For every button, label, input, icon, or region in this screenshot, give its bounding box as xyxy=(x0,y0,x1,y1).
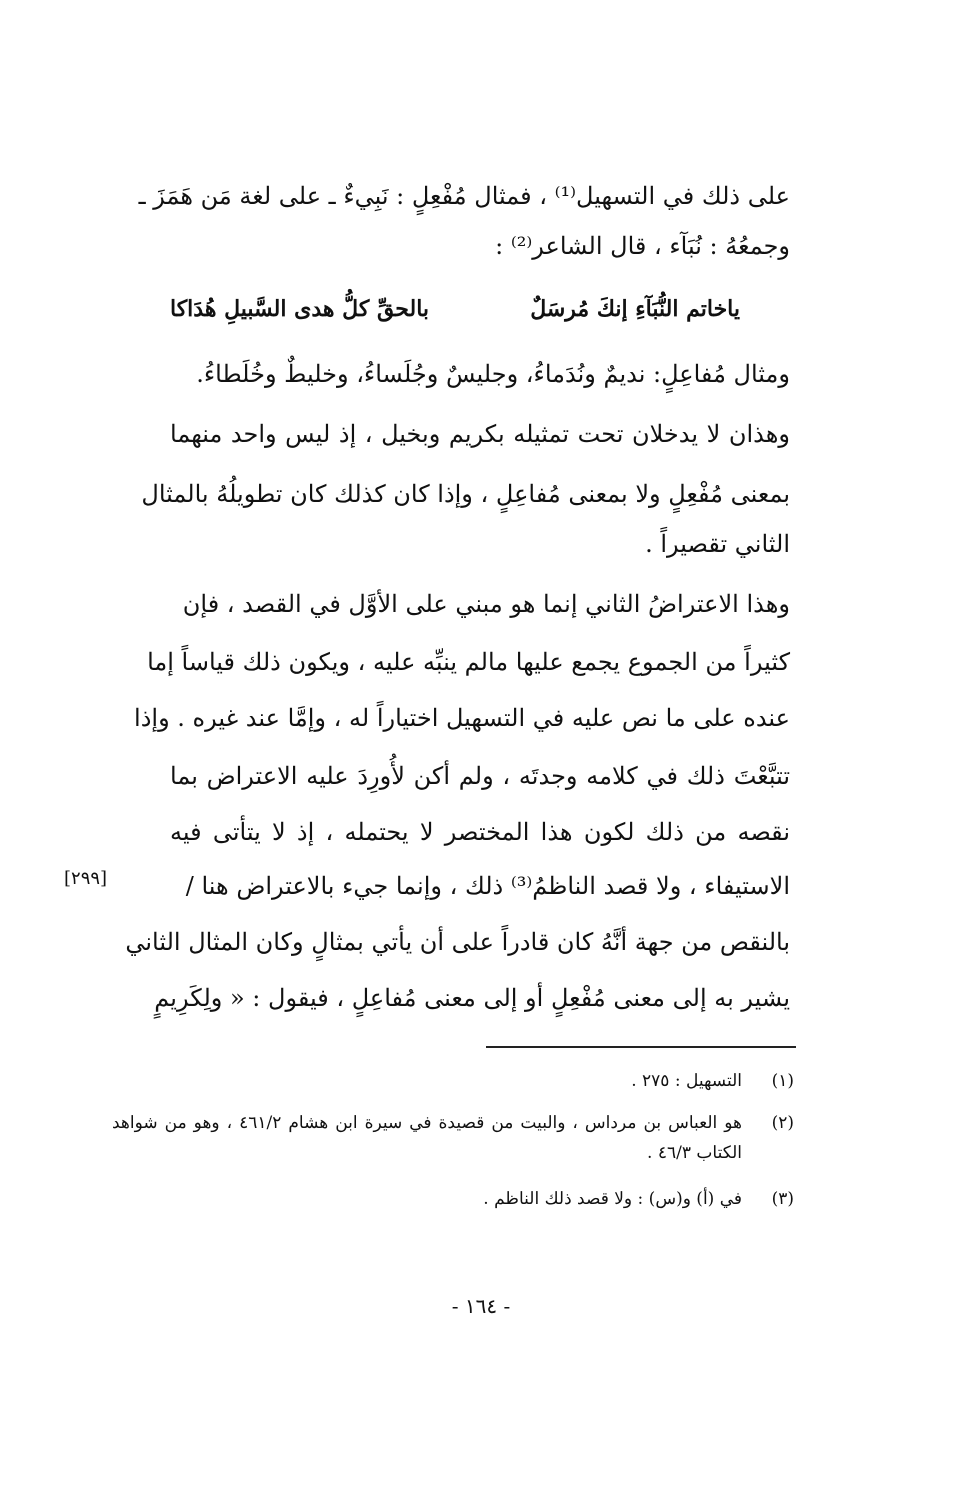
body-line: تتبَّعْتَ ذلك في كلامه وجدتَه ، ولم أكن لأُورِدَ عليه الاعتراض بما xyxy=(170,762,790,790)
body-line: يشير به إلى معنى مُفْعِلٍ أو إلى معنى مُفاعِلٍ ، فيقول : « ولِكَرِيمٍ xyxy=(154,984,790,1012)
body-line: وهذان لا يدخلان تحت تمثيله بكريم وبخيل ، إذ ليس واحد منهما xyxy=(170,420,790,448)
body-line: بالنقص من جهة أنَّهُ كان قادراً على أن يأتي بمثالٍ وكان المثال الثاني xyxy=(125,928,790,956)
body-line: الاستيفاء ، ولا قصد الناظمُ⁽³⁾ ذلك ، وإنما جيء بالاعتراض هنا / xyxy=(185,872,790,900)
footnote-number: (٢) xyxy=(771,1113,794,1133)
footnote xyxy=(164,1184,794,1216)
footnote-number: (٣) xyxy=(771,1189,794,1209)
body-line: كثيراً من الجموع يجمع عليها مالم ينبِّه عليه ، ويكون ذلك قياساً إما xyxy=(147,648,790,676)
page-number: - ١٦٤ - xyxy=(451,1294,511,1318)
body-line: ومثال مُفاعِلٍ: نديمٌ ونُدَماءُ، وجليسٌ وجُلَساءُ، وخليطٌ وخُلَطاءُ. xyxy=(196,360,790,388)
body-line: على ذلك في التسهيل⁽¹⁾ ، فمثال مُفْعِلٍ : نَبِيءٌ ـ على لغة مَن هَمَزَ ـ xyxy=(138,182,790,210)
footnote-text: هو العباس بن مرداس ، والبيت من قصيدة في سيرة ابن هشام ٤٦١/٢ ، وهو من شواهد الكتاب ٤٦/٣ . xyxy=(112,1113,743,1163)
footnote-number: (١) xyxy=(771,1071,794,1091)
folio-marker: [٢٩٩] xyxy=(64,868,108,889)
footnote-text: في (أ) و(س) : ولا قصد ذلك الناظم . xyxy=(483,1189,742,1209)
body-line: نقصه من ذلك لكون هذا المختصر لا يحتمله ، إذ لا يتأتى فيه xyxy=(170,818,790,846)
footnote xyxy=(112,1108,794,1172)
body-line: وجمعُهُ : نُبَآء ، قال الشاعر⁽²⁾ : xyxy=(495,232,790,260)
body-line: وهذا الاعتراضُ الثاني إنما هو مبني على الأوَّل في القصد ، فإن xyxy=(182,590,790,618)
footnote xyxy=(164,1066,794,1098)
body-line: عنده على ما نص عليه في التسهيل اختياراً له ، وإمَّا عند غيره . وإذا xyxy=(134,704,790,732)
footnote-text: التسهيل : ٢٧٥ . xyxy=(631,1071,742,1091)
body-line: بمعنى مُفْعِلٍ ولا بمعنى مُفاعِلٍ ، وإذا كان كذلك كان تطويلُهُ بالمثال xyxy=(141,480,790,508)
verse-first-hemistich: ياخاتم النُّبَآءِ إنكَ مُرسَلٌ xyxy=(530,296,740,322)
verse-second-hemistich: بالحقِّ كلُّ هدى السَّبيلِ هُدَاكا xyxy=(170,296,430,322)
body-line: الثاني تقصيراً . xyxy=(645,530,790,558)
footnote-rule xyxy=(486,1046,796,1048)
